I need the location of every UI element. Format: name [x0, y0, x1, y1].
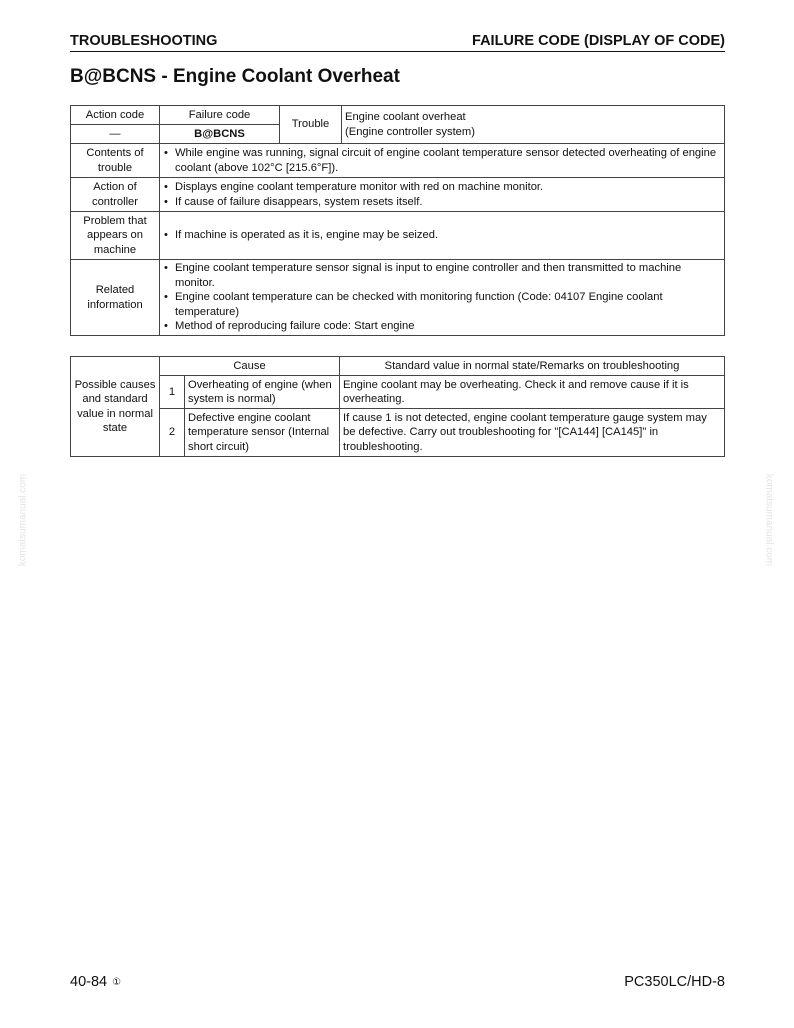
- trouble-header: Trouble: [280, 106, 342, 144]
- possible-causes-table: [70, 356, 725, 457]
- cause-header: Cause: [160, 357, 340, 376]
- list-item: • While engine was running, signal circuit of engine coolant temperature sensor detected overheating of engine coolant (above 102°C [215.6°F]).: [163, 146, 721, 175]
- model-name: PC350LC/HD-8: [624, 974, 725, 990]
- failure-code-header: Failure code: [160, 106, 280, 125]
- row-content-contents: [160, 144, 725, 178]
- row-label-problem: Problem that appears on machine: [71, 212, 160, 260]
- trouble-line-1: Engine coolant overheat: [345, 111, 466, 123]
- action-code-value: —: [71, 125, 160, 144]
- failure-code-table: [70, 105, 725, 336]
- list-item: • Engine coolant temperature can be checked with monitoring function (Code: 04107 Engine coolant temperature): [163, 290, 721, 319]
- trouble-line-2: (Engine controller system): [345, 125, 475, 138]
- action-code-header: Action code: [71, 106, 160, 125]
- list-item: • If cause of failure disappears, system resets itself.: [163, 195, 721, 210]
- row-content-action: [160, 178, 725, 212]
- page-title: B@BCNS - Engine Coolant Overheat: [70, 66, 400, 87]
- subsection-title: FAILURE CODE (DISPLAY OF CODE): [472, 33, 725, 49]
- row-label-related: Related information: [71, 260, 160, 336]
- cause-text: Overheating of engine (when system is normal): [185, 376, 340, 409]
- remarks-header: Standard value in normal state/Remarks on troubleshooting: [340, 357, 725, 376]
- row-label-action: Action of controller: [71, 178, 160, 212]
- list-item: • Engine coolant temperature sensor signal is input to engine controller and then transmitted to machine monitor.: [163, 261, 721, 290]
- cause-remarks: If cause 1 is not detected, engine coolant temperature gauge system may be defective. Carry out troubleshooting for "[CA144] [CA145]" in troubleshooting.: [340, 409, 725, 457]
- list-item: • Displays engine coolant temperature monitor with red on machine monitor.: [163, 180, 721, 195]
- trouble-description: [342, 106, 725, 144]
- watermark-right: komatsumanual.com: [763, 473, 775, 567]
- list-item: • Method of reproducing failure code: Start engine: [163, 319, 721, 334]
- list-item: • If machine is operated as it is, engine may be seized.: [163, 228, 721, 243]
- cause-number: 1: [160, 376, 185, 409]
- row-content-problem: [160, 212, 725, 260]
- cause-number: 2: [160, 409, 185, 457]
- page-header: [70, 33, 725, 52]
- revision-mark: ①: [112, 977, 122, 988]
- row-content-related: [160, 260, 725, 336]
- page-number: [70, 974, 121, 990]
- watermark-left: komatsumanual.com: [17, 473, 29, 567]
- cause-remarks: Engine coolant may be overheating. Check it and remove cause if it is overheating.: [340, 376, 725, 409]
- section-title: TROUBLESHOOTING: [70, 33, 218, 49]
- possible-causes-label: Possible causes and standard value in normal state: [71, 357, 160, 457]
- failure-code-value: B@BCNS: [160, 125, 280, 144]
- cause-text: Defective engine coolant temperature sensor (Internal short circuit): [185, 409, 340, 457]
- row-label-contents: Contents of trouble: [71, 144, 160, 178]
- page-number-text: 40-84: [70, 974, 108, 990]
